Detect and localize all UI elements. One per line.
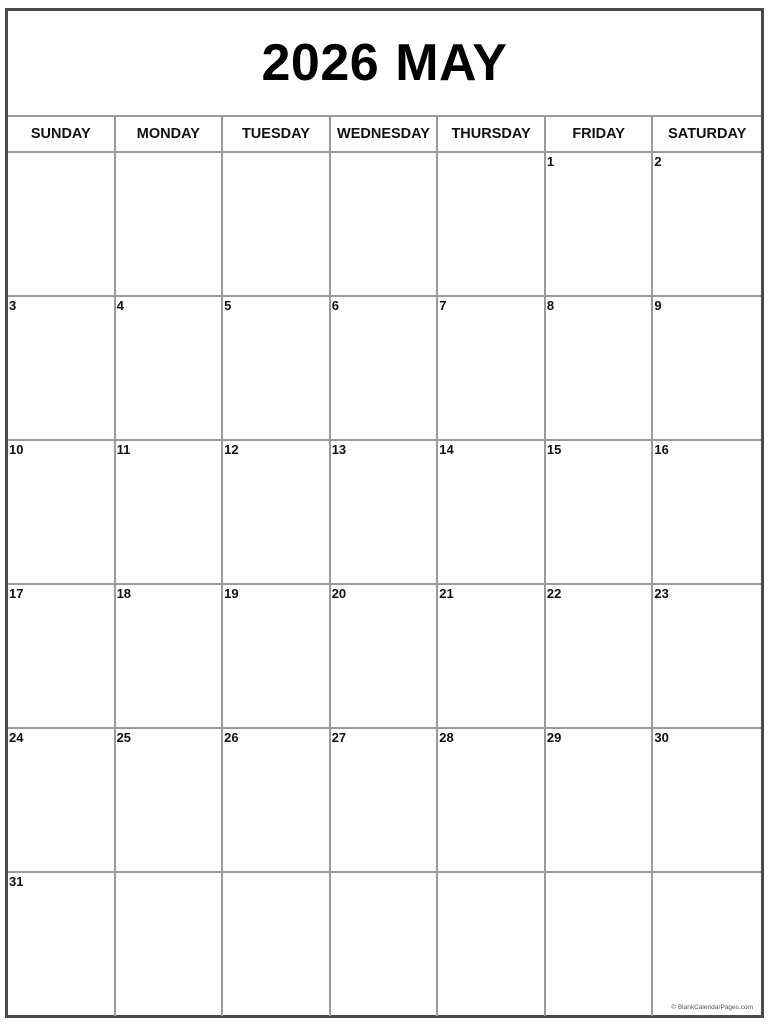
day-number: 20 [331,586,347,601]
day-number: 31 [9,874,24,889]
day-cell [438,585,546,729]
day-number: 19 [224,586,239,601]
day-cell [116,153,224,297]
calendar-title [8,11,761,115]
day-number: 29 [546,730,562,745]
day-cell [331,873,439,1016]
calendar-grid [8,115,761,1016]
weekday-header: SUNDAY [8,117,116,153]
day-cell [438,153,546,297]
day-cell [653,585,761,729]
day-cell [546,153,654,297]
day-cell [116,297,224,441]
day-cell [223,153,331,297]
day-number: 4 [116,298,124,313]
day-cell [653,873,761,1016]
day-cell [8,873,116,1016]
day-number: 26 [224,730,239,745]
day-number: 5 [224,298,232,313]
day-cell [653,729,761,873]
day-cell [546,297,654,441]
day-cell [331,729,439,873]
day-number: 30 [654,730,669,745]
day-number: 28 [439,730,454,745]
day-number: 2 [654,154,662,169]
day-cell [438,297,546,441]
calendar-page [5,8,764,1018]
day-number: 3 [9,298,17,313]
day-cell [438,441,546,585]
day-cell [8,585,116,729]
day-number: 24 [9,730,24,745]
weekday-header: SATURDAY [653,117,761,153]
day-number: 14 [439,442,454,457]
day-number: 8 [546,298,555,313]
day-cell [8,441,116,585]
day-number: 6 [331,298,339,313]
day-number: 1 [546,154,555,169]
day-cell [223,297,331,441]
day-cell [331,153,439,297]
month-label: MAY [395,34,508,92]
day-cell [546,441,654,585]
day-cell [116,441,224,585]
day-number: 21 [439,586,454,601]
day-number: 25 [116,730,132,745]
day-number: 23 [654,586,669,601]
day-cell [8,153,116,297]
day-cell [331,585,439,729]
day-number: 13 [331,442,347,457]
credit-text: © BlankCalendarPages.com [671,1004,753,1011]
day-cell [653,153,761,297]
day-cell [223,873,331,1016]
weekday-header: MONDAY [116,117,224,153]
day-number: 12 [224,442,239,457]
day-number: 27 [331,730,347,745]
day-number: 15 [546,442,562,457]
weekday-header: TUESDAY [223,117,331,153]
day-number: 9 [654,298,662,313]
day-cell [653,441,761,585]
day-cell [546,585,654,729]
day-cell [331,297,439,441]
weekday-header: WEDNESDAY [331,117,439,153]
year-label: 2026 [261,34,380,92]
day-cell [8,297,116,441]
day-cell [116,585,224,729]
day-number: 17 [9,586,24,601]
day-number: 22 [546,586,562,601]
day-cell [546,873,654,1016]
day-cell [223,729,331,873]
weekday-header: FRIDAY [546,117,654,153]
weekday-header: THURSDAY [438,117,546,153]
day-cell [116,873,224,1016]
day-number: 11 [116,442,131,457]
day-number: 16 [654,442,669,457]
day-number: 10 [9,442,24,457]
day-cell [331,441,439,585]
day-number: 18 [116,586,132,601]
day-cell [223,585,331,729]
day-number: 7 [439,298,447,313]
day-cell [546,729,654,873]
day-cell [438,729,546,873]
day-cell [8,729,116,873]
day-cell [653,297,761,441]
day-cell [116,729,224,873]
day-cell [223,441,331,585]
day-cell [438,873,546,1016]
